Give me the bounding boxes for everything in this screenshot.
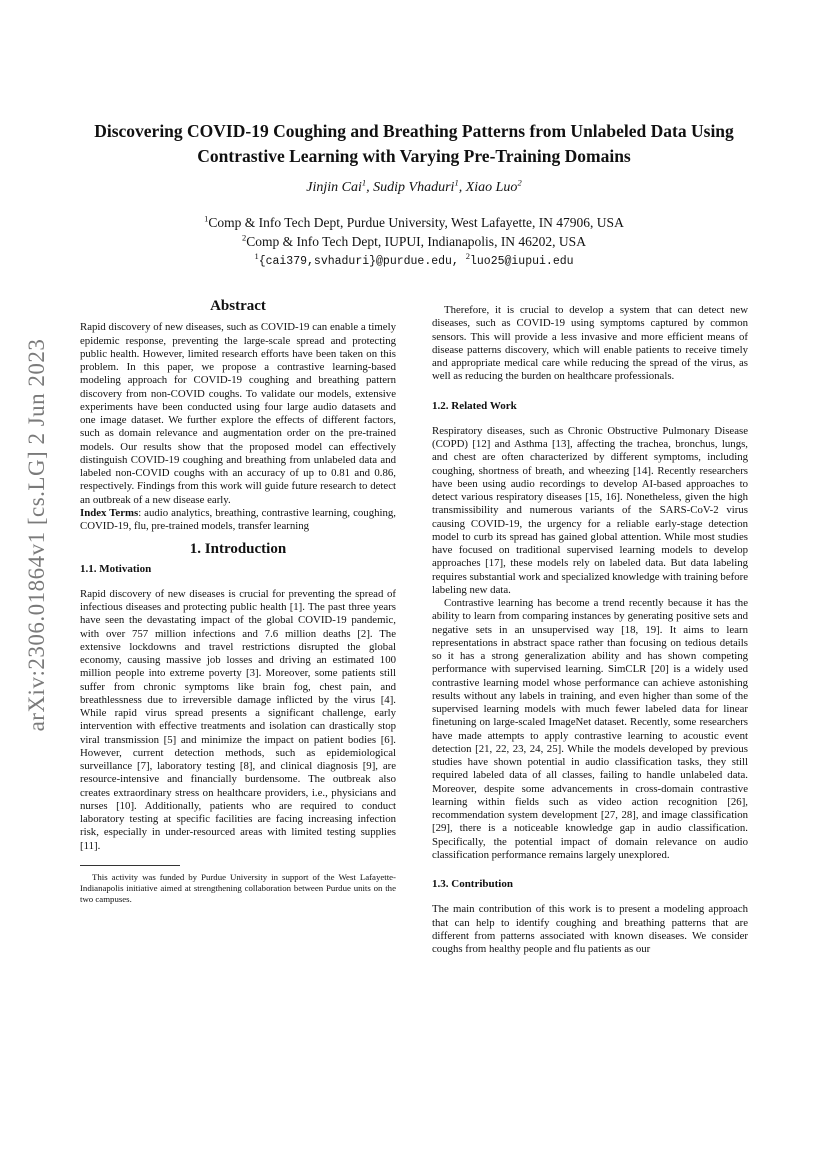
email-sup: 1 <box>254 251 259 262</box>
affiliation-sup: 1 <box>204 213 209 224</box>
index-terms-text: : audio analytics, breathing, contrastive learning, coughing, COVID-19, flu, pre-trained models, transfer learning <box>80 506 396 532</box>
introduction-heading: 1. Introduction <box>189 541 287 558</box>
email-sup: 2 <box>465 251 470 262</box>
affiliation-text: Comp & Info Tech Dept, IUPUI, Indianapolis, IN 46202, USA <box>246 234 586 249</box>
index-terms <box>80 507 396 534</box>
author-name: Jinjin Cai <box>306 180 362 195</box>
author-name: Xiao Luo <box>465 180 518 195</box>
left-column <box>80 300 396 905</box>
footnote-rule <box>80 865 180 866</box>
author-list: Jinjin Cai$^1$, Sudip Vhaduri$^1$, Xiao Luo$^2$ <box>306 177 522 195</box>
contribution-paragraph: The main contribution of this work is to present a modeling approach that can help to identify coughing and breathing patterns that are different from patterns associated with known diseases. We consider coughs from healthy people and flu patients as our <box>432 903 748 955</box>
related-work-paragraph: Respiratory diseases, such as Chronic Obstructive Pulmonary Disease (COPD) [12] and Asthma [13], affecting the trachea, bronchus, lungs, and chest are often characterized by different symptoms, including coughing, shortness of breath, and wheezing [14]. Recently researchers have been using audio recordings to develop AI-based approaches to detect various respiratory diseases [15, 16]. Nonetheless, given the high transmissibility and numerous variants of the SARS-CoV-2 virus causing COVID-19, the urgency for a reliable early-stage detection model to curb its spread has gained global attention. While most studies have focused on traditional supervised learning models to develop approaches [17], these models rely on labeled data. But data labeling requires substantial work and specialized knowledge with training before labeling new data. <box>432 424 749 596</box>
contribution-heading: 1.3. Contribution <box>432 878 513 890</box>
motivation-paragraph: Rapid discovery of new diseases is crucial for preventing the spread of infectious diseases and protecting public health [1]. The past three years have seen the devastating impact of the global COVID-19 pandemic, with over 757 million infections and 7.6 million deaths [2]. The extensive lockdowns and travel restrictions disrupted the global economy, causing massive job losses and driving an estimated 100 million people into extreme poverty [3]. Moreover, some patients still suffer from chronic symptoms like brain fog, chest pain, and breathlessness due to irreversible damage inflicted by the virus [4]. While rapid virus spread presents a significant challenge, early intervention with effective treatments and isolation can drastically stop viral transmission [5] and minimize the impact on patient bodies [6]. However, current detection methods, such as epidemiological surveillance [7], laboratory testing [8], and clinical diagnosis [9], are resource-intensive and financially burdensome. The outbreak also creates extraordinary stress on healthcare providers, i.e., physicians and nurses [10]. Additionally, patients who are required to conduct laboratory testing at specific facilities are facing increasing infection risk, especially in under-resourced areas with limited testing supplies [11]. <box>80 587 396 852</box>
footnote: This activity was funded by Purdue University in support of the West Lafayette-Indianapolis initiative aimed at strengthening collaboration between Purdue units on the two campuses. <box>80 871 396 904</box>
arxiv-stamp-text: arXiv:2306.01864v1 [cs.LG] 2 Jun 2023 <box>24 338 49 732</box>
author-sup: 2 <box>517 177 522 188</box>
author-emails <box>80 251 748 268</box>
abstract-text: Rapid discovery of new diseases, such as COVID-19 can enable a timely epidemic response, preventing the large-scale spread and protecting public health. However, limited research efforts have been taken on this problem. In this paper, we propose a contrastive learning-based modeling approach for COVID-19 coughing and breathing pattern discovery from non-COVID coughs. To validate our models, extensive experiments have been conducted using four large audio datasets and one image dataset. We further explore the effects of different factors, such as domain relevance and augmentation order on the pre-trained models. Our results show that the proposed model can effectively distinguish COVID-19 coughing and breathing from unlabeled data and labeled non-COVID coughs with an accuracy of up to 0.81 and 0.86, respectively. Findings from this work will guide future research to detect an outbreak of a new disease early. <box>80 321 396 506</box>
affiliation-text: Comp & Info Tech Dept, Purdue University, West Lafayette, IN 47906, USA <box>208 215 624 230</box>
author-sup: 1 <box>454 177 459 188</box>
author-sup: 1 <box>361 177 367 188</box>
author-name: Sudip Vhaduri <box>373 180 455 195</box>
affiliation-sup: 2 <box>242 232 247 243</box>
motivation-paragraph-2: Therefore, it is crucial to develop a system that can detect new diseases, such as COVID-19 using symptoms captured by common sensors. This will provide a less invasive and more efficient means of disease patterns discovery, which will enable patients to receive timely and appropriate medical care while reducing the spread of the virus, as well as reducing the burden on healthcare professionals. <box>432 304 748 383</box>
related-work-heading: 1.2. Related Work <box>432 399 517 412</box>
related-work-paragraph-2: Contrastive learning has become a trend recently because it has the ability to learn from comparing instances by generating positive sets and negative sets in an unsupervised way [18, 19]. It aims to learn representations in abstract space rather than focusing on tedious details so it has a strong generalization ability and has shown competing performance with supervised learning. SimCLR [20] is a widely used contrastive learning model whose performance can achieve astonishing results without any labels in training, and even higher than some of the supervised learning models with much fewer labeled data for linear finetuning on large-scaled ImageNet dataset. Recently, some researchers have made attempts to apply contrastive learning to acoustic event detection [21, 22, 23, 24, 25]. While the models developed by previous studies have shown potential in audio classification tasks, they still required labeled data of all classes, failing to handle unlabeled data. Moreover, despite some advancements in cross-domain contrastive learning within fields such as video action recognition [26], recommendation system development [27, 28], and image classification [29], there is a noticeable knowledge gap in audio classification. Specifically, the potential impact of domain relevance on audio classification performance remains largely unexplored. <box>432 597 748 861</box>
affiliation <box>80 215 748 231</box>
abstract-heading: Abstract <box>210 298 266 314</box>
right-column <box>432 304 748 956</box>
motivation-heading: 1.1. Motivation <box>80 562 152 575</box>
email-text: {cai379,svhaduri}@purdue.edu, <box>258 255 459 268</box>
index-terms-label: Index Terms <box>80 506 139 519</box>
email-text: luo25@iupui.edu <box>470 255 574 268</box>
arxiv-stamp <box>22 338 52 732</box>
affiliation <box>80 234 748 250</box>
paper-title: Discovering COVID-19 Coughing and Breathing Patterns from Unlabeled Data Using Contrastive Learning with Varying Pre-Training Domains <box>94 121 734 166</box>
